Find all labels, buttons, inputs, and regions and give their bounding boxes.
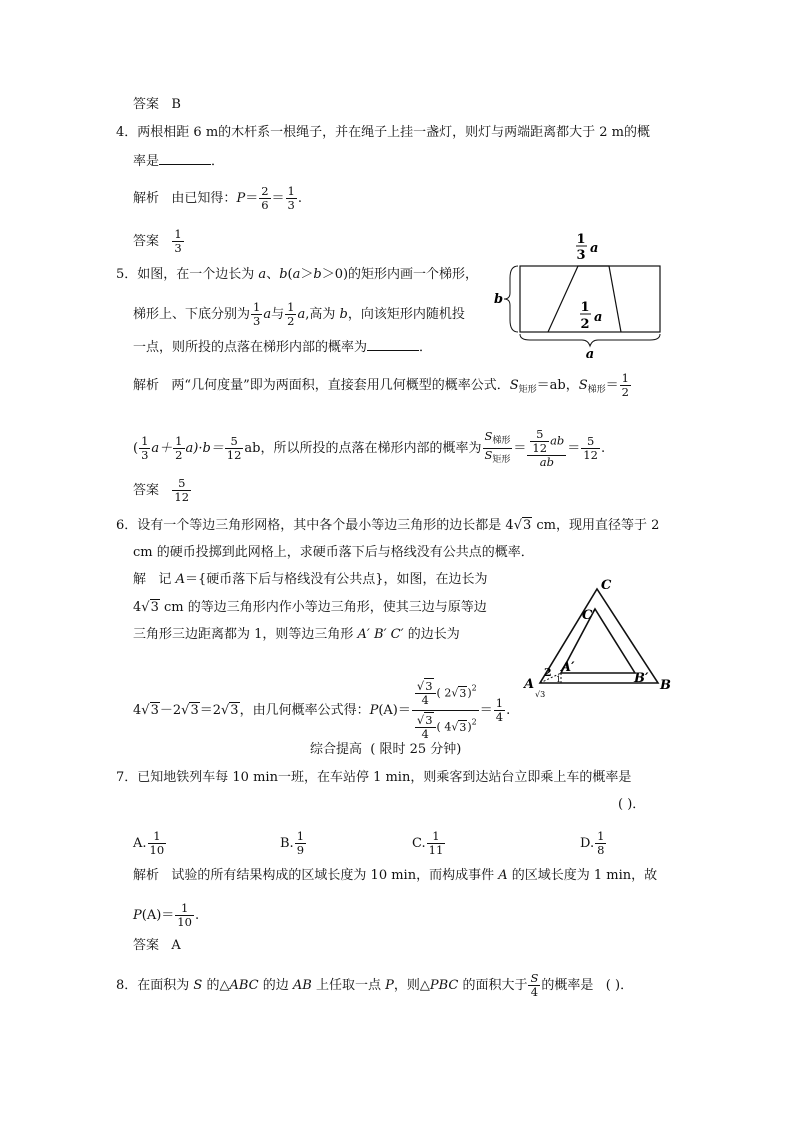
fig-top-den: 3 [576, 248, 586, 263]
answer-blank [159, 152, 211, 165]
fraction [528, 972, 540, 999]
fraction [225, 435, 244, 462]
text: (A)＝ [141, 908, 175, 923]
text: ＝{硬币落下后与格线没有公共点}，如图，在边长为 [184, 572, 488, 587]
denominator: 4 [421, 693, 429, 707]
q4-text: 两根相距 6 m的木杆系一根绳子，并在绳子上挂一盏灯，则灯与两端距离都大于 2 m的概 [137, 125, 651, 140]
text: 试验的所有结果构成的区域长度为 10 min，而构成事件 [171, 868, 499, 883]
q6-solution-line4: 4√3－2√3＝2√3，由几何概率公式得：P(A)＝ $\frac{√3}{4}$ ( 2√3)$^2$ $\frac{√3}{4}$ ( 4√3)$^2$ ＝ $\frac{1}{4}$ . [133, 679, 511, 741]
text: 已知地铁列车每 10 min一班，在车站停 1 min，则乘客到达站台立即乘上车的概率是 [137, 770, 632, 785]
option-label: B. [280, 836, 294, 851]
fig-mid-num: 1 [580, 300, 590, 315]
eq: ＝ [271, 191, 285, 206]
numerator: 5 [581, 435, 600, 449]
denominator: 2 [287, 314, 295, 328]
left-brace [504, 266, 518, 332]
var: PBC [429, 978, 459, 993]
text: ( [287, 267, 293, 282]
q5-solution-line2: ( $\frac{1}{3}$ a＋ $\frac{1}{2}$ a)·b＝ $\frac{5}{12}$ ab，所以所投的点落在梯形内部的概率为 $\frac{S_{梯形}}{S_{矩形}}$ ＝ $\frac{5}{12}$ ab ab ＝ $\frac{5}{12}$ . [133, 427, 606, 469]
answer-fraction [172, 477, 191, 504]
var-p: P [133, 908, 142, 923]
q7-solution-line1 [133, 866, 657, 886]
solution-label: 解析 [133, 868, 160, 883]
section-title: 综合提高 [310, 742, 363, 757]
var: b [279, 267, 288, 282]
radicand: 3 [150, 600, 159, 615]
subscript: 矩形 [492, 455, 511, 465]
answer-label: 答案 [133, 938, 160, 953]
q5-line3 [133, 338, 432, 358]
text: 的△ [202, 978, 230, 993]
label-b-prime: B′ [634, 671, 649, 686]
text: 的边 [258, 978, 293, 993]
var: AB [292, 978, 312, 993]
outer-triangle [540, 589, 658, 683]
denominator: 12 [174, 490, 190, 504]
denominator: ab [539, 455, 554, 469]
coef: 2 [444, 686, 452, 700]
denominator: 3 [141, 448, 149, 462]
numerator: 1 [597, 829, 605, 843]
option-label: C. [412, 836, 426, 851]
solution-label: 解析 [133, 378, 160, 393]
text: ＝ab， [536, 378, 579, 393]
var-s: S [578, 378, 588, 393]
radicand: 3 [190, 703, 199, 718]
option-label: D. [580, 836, 595, 851]
bottom-brace [520, 334, 660, 346]
numerator: 1 [253, 300, 261, 314]
option-d[interactable] [580, 830, 607, 857]
fraction [295, 830, 306, 857]
text: －2 [159, 703, 182, 718]
fraction [427, 830, 446, 857]
denominator: 2 [621, 385, 629, 399]
fig-bottom-a: a [585, 347, 595, 362]
radicand: 3 [425, 679, 433, 693]
numerator: 1 [174, 227, 182, 241]
fraction [251, 301, 262, 328]
text: ＞ [300, 267, 314, 282]
answer-value: A [171, 938, 181, 953]
radicand: 3 [522, 518, 532, 533]
text: 在面积为 [137, 978, 194, 993]
numerator: 5 [172, 477, 191, 491]
text: (A)＝ [378, 703, 411, 718]
denominator: 4 [421, 727, 429, 741]
eq: ＝ [479, 703, 493, 718]
denominator: 3 [253, 314, 261, 328]
subscript: 梯形 [492, 436, 511, 446]
probability-fraction: $\frac{√3}{4}$ ( 2√3)$^2$ $\frac{√3}{4}$ ( 4√3)$^2$ [412, 680, 479, 741]
denominator: 12 [532, 441, 548, 455]
fig-left-b: b [494, 292, 504, 307]
q4-answer [133, 228, 185, 255]
label-one: 1 [556, 675, 562, 684]
numerator: 1 [175, 434, 183, 448]
var: b [313, 267, 322, 282]
denominator: 2 [175, 448, 183, 462]
radicand: 3 [230, 703, 239, 718]
option-label: A. [133, 836, 147, 851]
radicand: 3 [459, 720, 467, 734]
q6-solution-line3 [133, 625, 460, 645]
q6-solution-line1 [133, 570, 488, 590]
denominator: 9 [296, 843, 305, 857]
q5-line1 [116, 265, 478, 285]
numerator: 1 [427, 830, 446, 844]
var: a [258, 267, 267, 282]
text: cm 的等边三角形内作小等边三角形，使其三边与原等边 [159, 600, 487, 615]
text: 一点，则所投的点落在梯形内部的概率为 [133, 340, 368, 355]
denominator: 10 [177, 915, 192, 929]
q5-solution-line1 [133, 372, 632, 400]
period: . [194, 908, 200, 923]
solution-text: 两“几何度量”即为两面积，直接套用几何概型的概率公式． [171, 378, 510, 393]
subscript: 矩形 [518, 385, 537, 395]
text: 的边长为 [403, 627, 460, 642]
denominator: 4 [530, 985, 539, 999]
text: 4 [133, 600, 142, 615]
text: a)·b＝ [185, 441, 224, 456]
fraction [286, 185, 297, 212]
q6-line2: cm 的硬币投掷到此网格上，求硬币落下后与格线没有公共点的概率． [133, 545, 534, 560]
text: ab，所以所投的点落在梯形内部的概率为 [244, 441, 482, 456]
numerator: 5 [530, 428, 549, 442]
fig-mid-a: a [594, 310, 603, 325]
q5-line2 [133, 301, 465, 328]
answer-label: 答案 [133, 483, 160, 498]
option-c[interactable] [412, 830, 446, 857]
q4-period: ． [211, 154, 225, 169]
label-two: 2 [544, 666, 552, 679]
text: ＞0)的矩形内画一个梯形， [321, 267, 479, 282]
text: 的概率是 [541, 978, 594, 993]
question-number: 8． [116, 978, 138, 993]
denominator: 3 [287, 198, 295, 212]
radicand: 3 [459, 686, 467, 700]
q6-solution-line2: 4√3 cm 的等边三角形内作小等边三角形，使其三边与原等边 [133, 600, 487, 615]
numerator: 1 [141, 434, 149, 448]
var: ABC [229, 978, 259, 993]
denominator: 12 [226, 448, 242, 462]
text: 4 [133, 703, 142, 718]
numerator: 1 [296, 829, 305, 843]
numerator: 1 [287, 300, 295, 314]
numerator: 1 [495, 696, 504, 710]
var: A [175, 572, 185, 587]
text: ，由几何概率公式得： [239, 703, 370, 718]
option-b[interactable] [280, 830, 307, 857]
option-a[interactable] [133, 830, 167, 857]
var: ab [550, 433, 565, 448]
fig-top-num: 1 [576, 232, 586, 247]
text: 上任取一点 [311, 978, 386, 993]
text: ( [133, 441, 139, 456]
var: S [193, 978, 203, 993]
ratio-fraction [483, 430, 513, 467]
q8-line1 [116, 972, 633, 999]
solution-label: 解 [133, 572, 147, 587]
text: 与 [271, 307, 285, 322]
text: 记 [158, 572, 176, 587]
answer-3 [133, 95, 181, 115]
q7-line1 [116, 768, 631, 788]
period: . [600, 441, 606, 456]
numerator: S [530, 971, 539, 985]
answer-value: B [171, 97, 181, 112]
q6-line1: 6．设有一个等边三角形网格，其中各个最小等边三角形的边长都是 4√3 cm，现用直径等于 2 [116, 518, 660, 533]
denominator: 10 [149, 843, 165, 857]
denominator: 4 [495, 710, 504, 724]
answer-blank [367, 338, 419, 351]
denominator: 8 [597, 843, 605, 857]
fraction [595, 830, 606, 857]
numerator: 1 [287, 184, 295, 198]
fraction [148, 830, 167, 857]
coef: 4 [444, 720, 452, 734]
text: 梯形上、下底分别为 [133, 307, 251, 322]
text: 如图，在一个边长为 [137, 267, 259, 282]
rectangle [520, 266, 660, 332]
var-s: S [484, 448, 493, 462]
fraction [581, 435, 600, 462]
var: P [385, 978, 394, 993]
fraction [175, 902, 194, 929]
subscript: 梯形 [587, 385, 606, 395]
var-s: S [509, 378, 519, 393]
answer-label: 答案 [133, 97, 160, 112]
label-c: C [601, 578, 612, 593]
fig-mid-den: 2 [580, 317, 590, 332]
question-number: 4． [116, 125, 138, 140]
var: a [297, 307, 306, 322]
numerator: 5 [225, 435, 244, 449]
text: 、 [266, 267, 280, 282]
label-c-prime: C′ [582, 608, 596, 623]
text: 的面积大于 [458, 978, 528, 993]
big-fraction [527, 428, 566, 469]
var-p: P [369, 703, 379, 718]
text: ，则△ [393, 978, 430, 993]
fig-top-a: a [590, 241, 599, 256]
denominator: 12 [583, 448, 598, 462]
answer-fraction [172, 228, 183, 255]
text: 设有一个等边三角形网格，其中各个最小等边三角形的边长都是 4 [137, 518, 514, 533]
question-number: 6． [116, 518, 138, 533]
q4-text2: 率是 [133, 154, 160, 169]
eq: ＝ [245, 191, 259, 206]
text: ＝2 [199, 703, 221, 718]
q5-answer [133, 477, 192, 504]
numerator: 1 [621, 371, 629, 385]
fraction [173, 435, 184, 462]
label-a-prime: A′ [561, 660, 575, 675]
var-s: S [484, 429, 493, 443]
q4-line2 [133, 152, 224, 172]
q7-answer [133, 936, 181, 956]
q7-solution-line2 [133, 902, 199, 929]
question-number: 5． [116, 267, 138, 282]
solution-label: 解析 [133, 191, 160, 206]
section-heading [310, 740, 461, 760]
fraction [139, 435, 150, 462]
var-p: P [236, 191, 246, 206]
denominator: 6 [261, 198, 269, 212]
var: a [292, 267, 301, 282]
answer-label: 答案 [133, 234, 160, 249]
text: ,高为 [305, 307, 340, 322]
text: 三角形三边距离都为 1，则等边三角形 [133, 627, 358, 642]
period: . [506, 703, 511, 718]
label-root3: √3 [535, 690, 546, 699]
numerator: 2 [261, 184, 269, 198]
denominator: 3 [174, 241, 182, 255]
numerator: 1 [148, 830, 167, 844]
period: . [297, 191, 303, 206]
eq: ＝ [567, 441, 581, 456]
q7-paren: ( )． [618, 797, 646, 812]
text: a＋ [151, 441, 173, 456]
eq: ＝ [605, 378, 619, 393]
text: 的区域长度为 1 min，故 [507, 868, 658, 883]
radicand: 3 [425, 713, 433, 727]
question-number: 7． [116, 770, 138, 785]
fraction [494, 697, 505, 724]
q4-solution [133, 185, 302, 212]
text: ． [419, 340, 433, 355]
var: a [263, 307, 272, 322]
var: b [339, 307, 348, 322]
label-a: A [524, 677, 535, 692]
denominator: 11 [428, 843, 444, 857]
var: A [498, 868, 508, 883]
triangle-figure [515, 575, 680, 700]
trapezoid-figure [490, 230, 680, 365]
exponent: 2 [471, 717, 477, 727]
time-limit: ( 限时 25 分钟) [370, 742, 462, 757]
q4-line1 [116, 123, 650, 143]
triangle-name: A′ B′ C′ [357, 627, 404, 642]
radicand: 3 [150, 703, 159, 718]
fraction [620, 372, 631, 399]
fraction [285, 301, 296, 328]
solution-text: 由已知得： [171, 191, 237, 206]
label-b: B [660, 678, 671, 693]
exponent: 2 [471, 683, 477, 693]
text: cm，现用直径等于 2 [532, 518, 660, 533]
fraction [259, 185, 270, 212]
answer-paren: ( )． [605, 978, 634, 993]
text: ，向该矩形内随机投 [347, 307, 465, 322]
numerator: 1 [175, 902, 194, 916]
